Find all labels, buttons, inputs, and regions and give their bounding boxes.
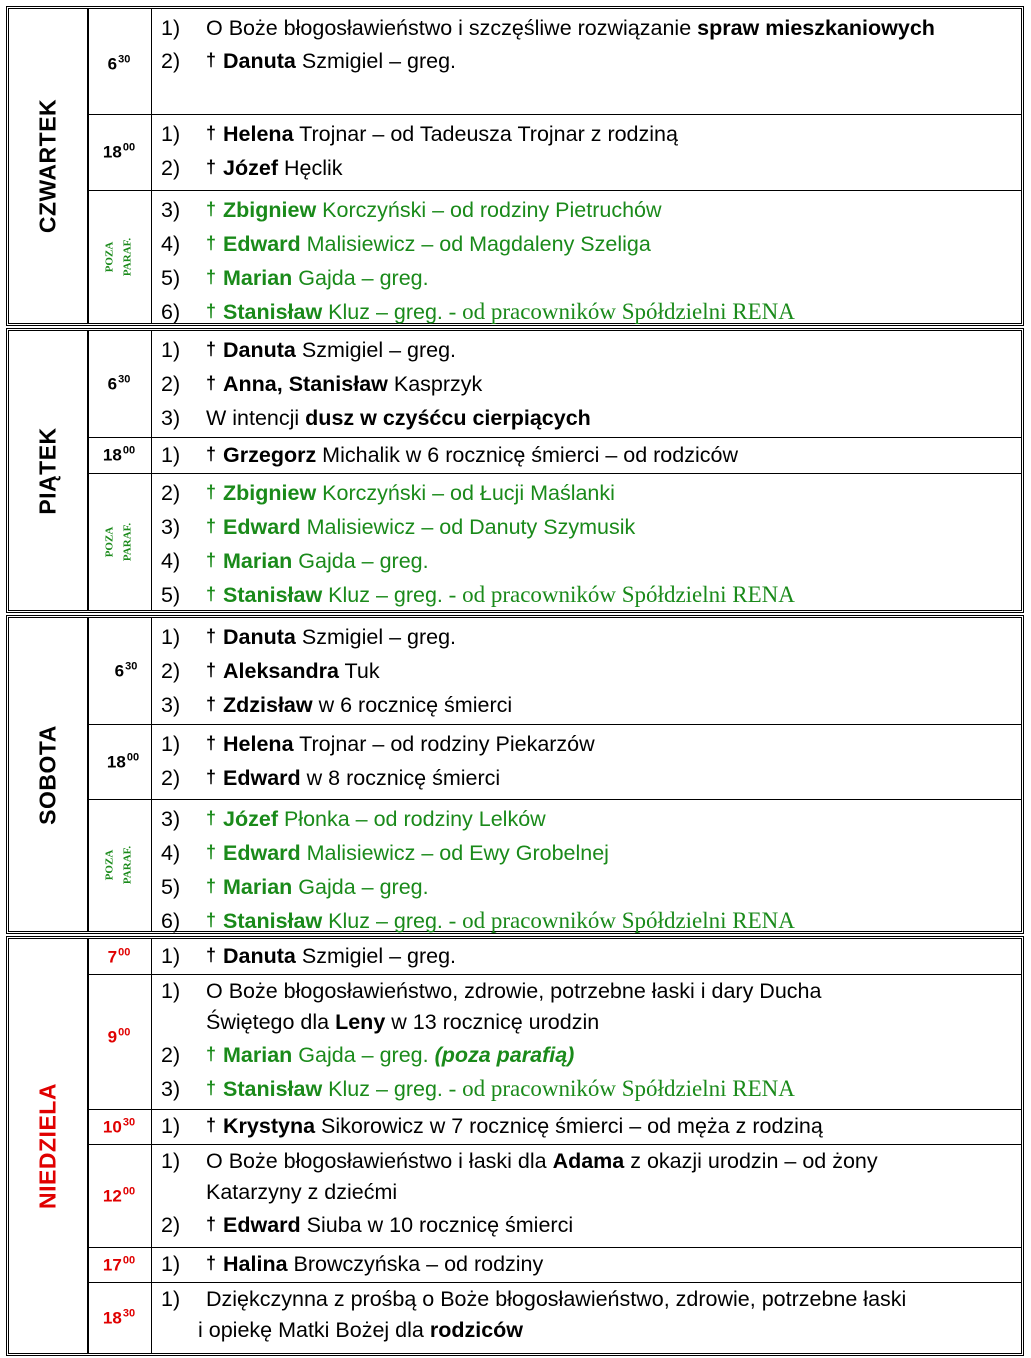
cross-icon: † bbox=[206, 1252, 217, 1273]
cross-icon: † bbox=[206, 1213, 217, 1234]
mass-slot bbox=[87, 437, 1021, 474]
cross-icon: † bbox=[206, 584, 217, 604]
cross-icon: † bbox=[206, 266, 217, 287]
cross-icon: † bbox=[206, 625, 217, 646]
mass-slot bbox=[87, 114, 1021, 191]
cross-icon: † bbox=[206, 338, 217, 359]
intention-line: 2) † Edward w 8 rocznicę śmierci bbox=[161, 765, 501, 790]
intention-line: 2) † Edward Siuba w 10 rocznicę śmierci bbox=[161, 1212, 574, 1237]
intention-line: 1) † Danuta Szmigiel – greg. bbox=[161, 624, 457, 649]
intention-line: 3) † Edward Malisiewicz – od Danuty Szymusik bbox=[161, 514, 636, 539]
cross-icon: † bbox=[206, 910, 217, 930]
intention-line: 2) † Aleksandra Tuk bbox=[161, 658, 380, 683]
intention-line: 1) † Grzegorz Michalik w 6 rocznicę śmierci – od rodziców bbox=[161, 442, 738, 467]
cross-icon: † bbox=[206, 301, 217, 321]
intention-line-continued: Katarzyny z dziećmi bbox=[206, 1180, 398, 1204]
intention-line: 1) Dziękczynna z prośbą o Boże błogosławieństwo, zdrowie, potrzebne łaski bbox=[161, 1287, 907, 1311]
day-name: PIĄTEK bbox=[9, 331, 89, 610]
intention-line: 3) † Zdzisław w 6 rocznicę śmierci bbox=[161, 692, 513, 717]
intention-line: 6) † Stanisław Kluz – greg. - od pracowników Spółdzielni RENA bbox=[161, 908, 795, 933]
intention-line: 1) O Boże błogosławieństwo i szczęśliwe rozwiązanie spraw mieszkaniowych bbox=[161, 16, 935, 40]
intention-line: 2) † Danuta Szmigiel – greg. bbox=[161, 48, 457, 73]
mass-time: $6^{30}$ bbox=[87, 618, 152, 724]
cross-icon: † bbox=[206, 659, 217, 680]
intention-line: 4) † Edward Malisiewicz – od Magdaleny Szeliga bbox=[161, 231, 651, 256]
intention-line: 1) † Helena Trojnar – od Tadeusza Trojnar z rodziną bbox=[161, 121, 678, 146]
mass-slot bbox=[87, 1109, 1021, 1145]
day-thursday bbox=[6, 6, 1024, 326]
outside-parish-label: POZA PARAF. bbox=[87, 473, 152, 610]
day-name: SOBOTA bbox=[9, 618, 89, 931]
intention-line-continued: Świętego dla Leny w 13 rocznicę urodzin bbox=[206, 1010, 600, 1034]
mass-slot bbox=[87, 1282, 1021, 1353]
intention-line: 2) † Zbigniew Korczyński – od Łucji Maślanki bbox=[161, 480, 615, 505]
intention-line: 5) † Marian Gajda – greg. bbox=[161, 265, 429, 290]
mass-time: $18^{00}$ bbox=[87, 437, 152, 473]
intention-line: 1) O Boże błogosławieństwo i łaski dla Adama z okazji urodzin – od żony bbox=[161, 1149, 878, 1173]
cross-icon: † bbox=[206, 122, 217, 143]
cross-icon: † bbox=[206, 232, 217, 253]
cross-icon: † bbox=[206, 443, 217, 464]
intention-line: 2) † Anna, Stanisław Kasprzyk bbox=[161, 371, 483, 396]
mass-time: $9^{00}$ bbox=[87, 974, 152, 1109]
cross-icon: † bbox=[206, 1114, 217, 1135]
cross-icon: † bbox=[206, 49, 217, 70]
cross-icon: † bbox=[206, 944, 217, 965]
mass-slot bbox=[87, 9, 1021, 115]
intention-line: 1) † Danuta Szmigiel – greg. bbox=[161, 337, 457, 362]
mass-slot-outside-parish bbox=[87, 190, 1021, 323]
mass-slot bbox=[87, 974, 1021, 1110]
intention-line: 3) † Zbigniew Korczyński – od rodziny Pietruchów bbox=[161, 197, 662, 222]
intention-line: 1) † Halina Browczyńska – od rodziny bbox=[161, 1251, 544, 1276]
intention-line: 1) O Boże błogosławieństwo, zdrowie, potrzebne łaski i dary Ducha bbox=[161, 979, 822, 1003]
mass-slot bbox=[87, 939, 1021, 975]
mass-slot bbox=[87, 1247, 1021, 1283]
mass-time: $12^{00}$ bbox=[87, 1144, 152, 1247]
day-sunday bbox=[6, 936, 1024, 1356]
day-name: CZWARTEK bbox=[9, 9, 89, 323]
cross-icon: † bbox=[206, 515, 217, 536]
mass-slot bbox=[87, 1144, 1021, 1248]
cross-icon: † bbox=[206, 198, 217, 219]
mass-time: $18^{00}$ bbox=[87, 724, 152, 799]
cross-icon: † bbox=[206, 156, 217, 177]
cross-icon: † bbox=[206, 372, 217, 393]
mass-slot bbox=[87, 618, 1021, 725]
cross-icon: † bbox=[206, 841, 217, 862]
mass-time: $6^{30}$ bbox=[87, 331, 152, 437]
intention-line: 2) † Marian Gajda – greg. (poza parafią) bbox=[161, 1042, 575, 1067]
cross-icon: † bbox=[206, 549, 217, 570]
intention-line: 1) † Danuta Szmigiel – greg. bbox=[161, 943, 457, 968]
intention-line: 2) † Józef Hęclik bbox=[161, 155, 343, 180]
cross-icon: † bbox=[206, 732, 217, 753]
mass-slot bbox=[87, 724, 1021, 800]
day-friday bbox=[6, 328, 1024, 613]
outside-parish-label: POZA PARAF. bbox=[87, 190, 152, 323]
cross-icon: † bbox=[206, 693, 217, 714]
intention-line-continued: i opiekę Matki Bożej dla rodziców bbox=[198, 1318, 524, 1342]
day-saturday bbox=[6, 615, 1024, 934]
outside-parish-label: POZA PARAF. bbox=[87, 799, 152, 931]
intention-line: 6) † Stanisław Kluz – greg. - od pracowników Spółdzielni RENA bbox=[161, 299, 795, 324]
cross-icon: † bbox=[206, 1078, 217, 1098]
intention-line: 3) W intencji dusz w czyśćcu cierpiących bbox=[161, 405, 591, 430]
mass-slot-outside-parish bbox=[87, 473, 1021, 610]
mass-time: $7^{00}$ bbox=[87, 939, 152, 974]
intention-line: 3) † Józef Płonka – od rodziny Lelków bbox=[161, 806, 546, 831]
mass-time: $18^{30}$ bbox=[87, 1282, 152, 1353]
mass-time: $10^{30}$ bbox=[87, 1109, 152, 1144]
intention-line: 5) † Marian Gajda – greg. bbox=[161, 874, 429, 899]
cross-icon: † bbox=[206, 807, 217, 828]
cross-icon: † bbox=[206, 481, 217, 502]
intention-line: 3) † Stanisław Kluz – greg. - od pracowników Spółdzielni RENA bbox=[161, 1076, 795, 1101]
cross-icon: † bbox=[206, 766, 217, 787]
intention-line: 4) † Marian Gajda – greg. bbox=[161, 548, 429, 573]
cross-icon: † bbox=[206, 875, 217, 896]
intention-line: 1) † Krystyna Sikorowicz w 7 rocznicę śmierci – od męża z rodziną bbox=[161, 1113, 823, 1138]
mass-slot bbox=[87, 331, 1021, 438]
day-name: NIEDZIELA bbox=[9, 939, 89, 1353]
cross-icon: † bbox=[206, 1043, 217, 1064]
mass-time: $6^{30}$ bbox=[87, 9, 152, 114]
intention-line: 4) † Edward Malisiewicz – od Ewy Grobelnej bbox=[161, 840, 609, 865]
intention-line: 5) † Stanisław Kluz – greg. - od pracowników Spółdzielni RENA bbox=[161, 582, 795, 607]
mass-time: $18^{00}$ bbox=[87, 114, 152, 190]
intention-line: 1) † Helena Trojnar – od rodziny Piekarzów bbox=[161, 731, 595, 756]
mass-time: $17^{00}$ bbox=[87, 1247, 152, 1282]
mass-slot-outside-parish bbox=[87, 799, 1021, 931]
